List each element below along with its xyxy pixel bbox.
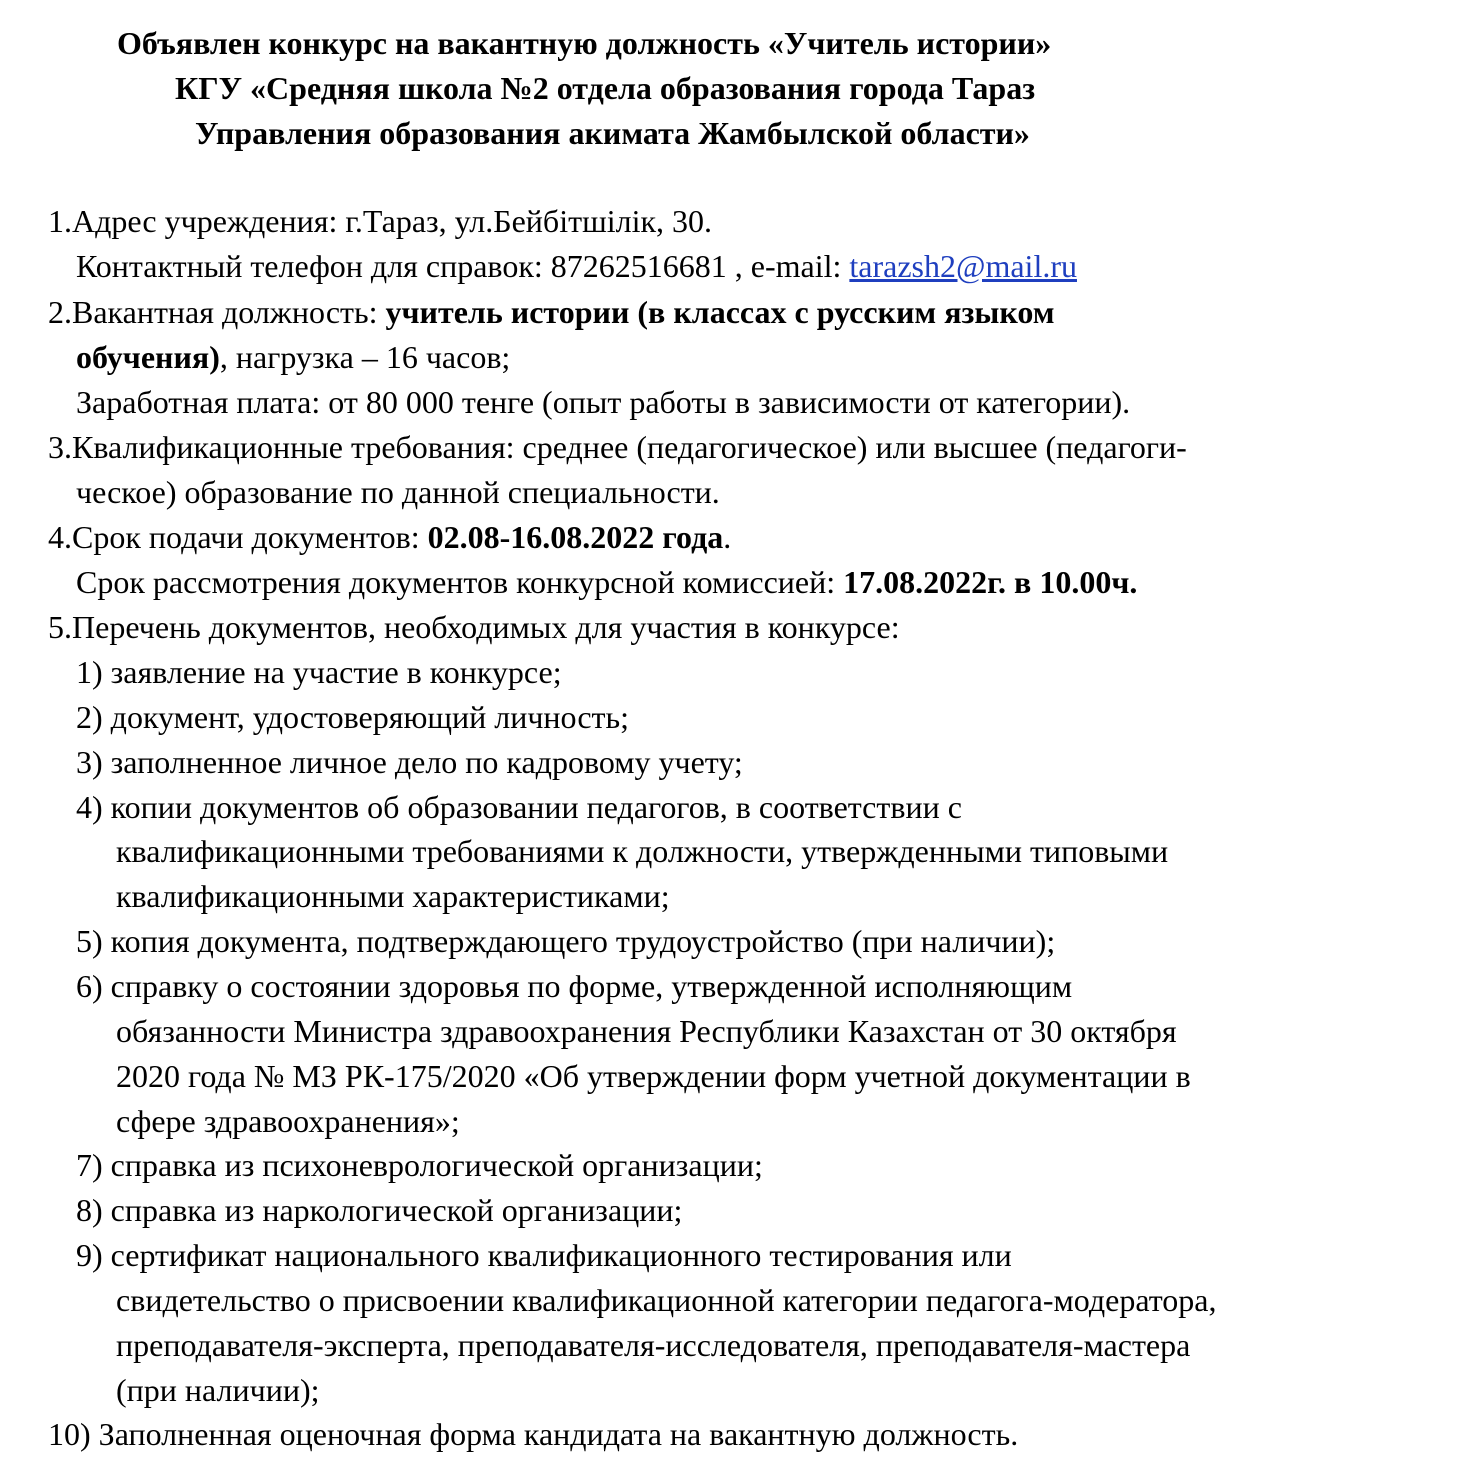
list-item-cont: свидетельство о присвоении квалификационной категории педагога-модератора, <box>116 1282 1217 1318</box>
deadline-period-end: . <box>723 519 732 555</box>
announcement-page: Объявлен конкурс на вакантную должность «Учитель истории» КГУ «Средняя школа №2 отдела образования города Тараз Управления образования акимата Жамбылской области» 1.Адрес учреждения: г.Тараз, ул.Бейбітшілік, 30. Контактный телефон для справок: 87262516681 , e-mail: tarazsh2@mail.ru 2.Вакантная должность: учитель истории (в классах с русским языком обучения), нагрузка – 16 часов; Заработная плата: от 80 000 тенге (опыт работы в зависимости от категории). 3.Квалификационные требования: среднее (педагогическое) или высшее (педагоги- ческое) образование по данной специальности. 4.Срок подачи документов: 02.08-16.08.2022 года. Срок рассмотрения документов конкурсной комиссией: 17.08.2022г. в 10.00ч. 5.Перечень документов, необходимых для участия в конкурсе: 1) заявление на участие в конкурсе; 2) документ, удостоверяющий личность; 3) заполненное личное дело по кадровому учету; 4) копии документов об образовании педагогов, в соответствии с квалификационными требованиями к должности, утвержденными типовыми квалификационными характеристиками; 5) копия документа, подтверждающего трудоустройство (при наличии); 6) справку о состоянии здоровья по форме, утвержденной исполняющим обязанности Министра здравоохранения Республики Казахстан от 30 октября 2020 года № МЗ РК-175/2020 «Об утверждении форм учетной документации в сфере здравоохранения»; 7) справка из психоневрологической организации; 8) справка из наркологической организации; 9) сертификат национального квалификационного тестирования или свидетельство о присвоении квалификационной категории педагога-модератора, преподавателя-эксперта, преподавателя-исследователя, преподавателя-мастера (при наличии); 10) Заполненная оценочная форма кандидата на вакантную должность. <box>48 25 1217 1452</box>
vacancy-position-cont: обучения) <box>76 339 220 375</box>
list-item: 6) справку о состоянии здоровья по форме, утвержденной исполняющим <box>76 968 1073 1004</box>
vacancy-load: , нагрузка – 16 часов; <box>219 339 511 375</box>
contact-line <box>76 246 1077 286</box>
deadline-line <box>48 517 731 557</box>
contact-text: Контактный телефон для справок: 87262516681 , e-mail: <box>76 248 850 284</box>
review-date: 17.08.2022г. в 10.00ч. <box>843 564 1138 600</box>
email-link[interactable]: tarazsh2@mail.ru <box>849 248 1077 284</box>
deadline-period: 02.08-16.08.2022 года <box>427 519 724 555</box>
qualification-line-1: 3.Квалификационные требования: среднее (педагогическое) или высшее (педагоги- <box>48 429 1187 465</box>
qualification-line-2: ческое) образование по данной специальности. <box>76 474 720 510</box>
list-item: 4) копии документов об образовании педагогов, в соответствии с <box>76 789 962 825</box>
list-item: 3) заполненное личное дело по кадровому учету; <box>76 744 743 780</box>
review-line <box>76 562 1137 602</box>
list-item-cont: квалификационными требованиями к должности, утвержденными типовыми <box>116 833 1169 869</box>
list-item-cont: 2020 года № МЗ РК-175/2020 «Об утверждении форм учетной документации в <box>116 1058 1191 1094</box>
list-item: 5) копия документа, подтверждающего трудоустройство (при наличии); <box>76 923 1056 959</box>
salary-line: Заработная плата: от 80 000 тенге (опыт работы в зависимости от категории). <box>76 384 1131 420</box>
documents-title: 5.Перечень документов, необходимых для участия в конкурсе: <box>48 609 900 645</box>
list-item: 9) сертификат национального квалификационного тестирования или <box>76 1237 1012 1273</box>
list-item-cont: сфере здравоохранения»; <box>116 1103 460 1139</box>
list-item-cont: обязанности Министра здравоохранения Республики Казахстан от 30 октября <box>116 1013 1177 1049</box>
list-item: 2) документ, удостоверяющий личность; <box>76 699 630 735</box>
vacancy-line-2 <box>76 337 510 377</box>
list-item-cont: (при наличии); <box>116 1372 320 1408</box>
deadline-label: 4.Срок подачи документов: <box>48 519 428 555</box>
address-line: 1.Адрес учреждения: г.Тараз, ул.Бейбітшілік, 30. <box>48 203 713 239</box>
list-item-cont: преподавателя-эксперта, преподавателя-исследователя, преподавателя-мастера <box>116 1327 1191 1363</box>
vacancy-line <box>48 292 1055 332</box>
list-item: 8) справка из наркологической организации; <box>76 1192 683 1228</box>
list-item: 7) справка из психоневрологической организации; <box>76 1147 763 1183</box>
list-item: 10) Заполненная оценочная форма кандидата на вакантную должность. <box>48 1416 1019 1452</box>
vacancy-position: учитель истории (в классах с русским языком <box>385 294 1055 330</box>
review-label: Срок рассмотрения документов конкурсной комиссией: <box>76 564 844 600</box>
list-item-cont: квалификационными характеристиками; <box>116 878 670 914</box>
list-item: 1) заявление на участие в конкурсе; <box>76 654 562 690</box>
vacancy-label: 2.Вакантная должность: <box>48 294 386 330</box>
